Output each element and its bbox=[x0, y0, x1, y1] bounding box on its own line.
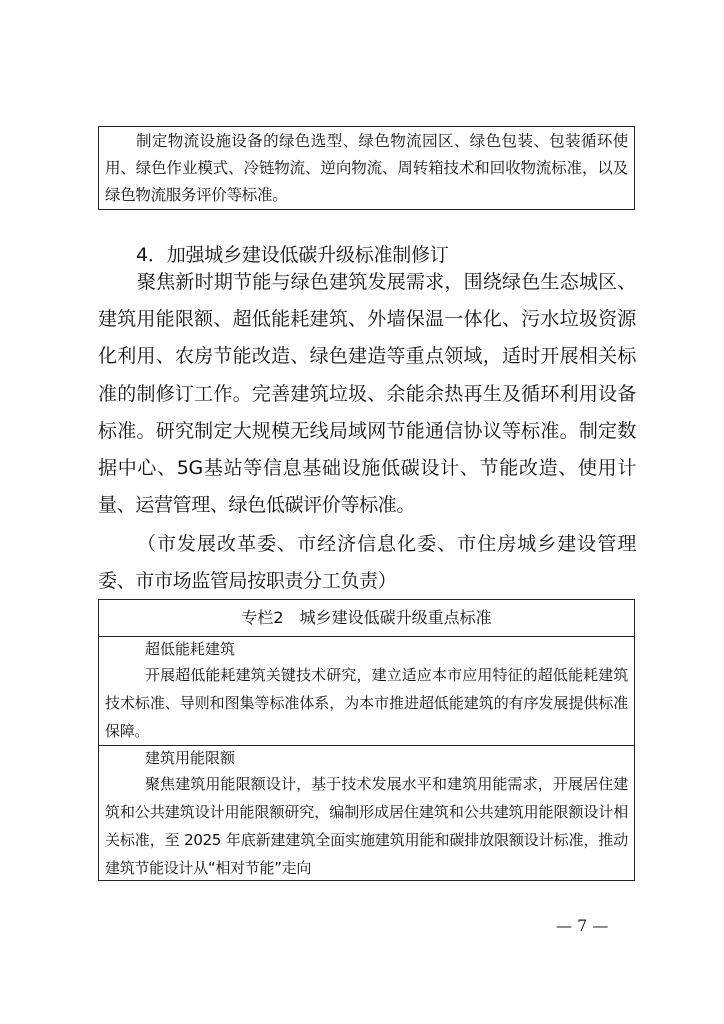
column-box bbox=[98, 599, 635, 881]
column-section-ultra-low-energy bbox=[99, 637, 634, 746]
logistics-standards-text: 制定物流设施设备的绿色选型、绿色物流园区、绿色包装、包装循环使用、绿色作业模式、冷链物流、逆向物流、周转箱技术和回收物流标准，以及绿色物流服务评价等标准。 bbox=[105, 132, 628, 204]
section-heading: 4．加强城乡建设低碳升级标准制修订 bbox=[136, 244, 449, 266]
column-title: 专栏2 城乡建设低碳升级重点标准 bbox=[99, 600, 634, 637]
column-section-subtitle: 建筑用能限额 bbox=[145, 749, 236, 767]
page-number: — 7 — bbox=[556, 916, 609, 935]
column-section-text: 聚焦建筑用能限额设计，基于技术发展水平和建筑用能需求，开展居住建筑和公共建筑设计用能限额研究，编制形成居住建筑和公共建筑用能限额设计相关标准，至 2025 年底新建建筑全面实施建筑用能和碳排放限额设计标准，推动建筑节能设计从“相对节能”走向 bbox=[105, 775, 628, 877]
column-section-text: 开展超低能耗建筑关键技术研究，建立适应本市应用特征的超低能耗建筑技术标准、导则和图集等标准体系，为本市推进超低能建筑的有序发展提供标准保障。 bbox=[105, 666, 628, 740]
responsible-departments: （市发展改革委、市经济信息化委、市住房城乡建设管理委、市市场监管局按职责分工负责） bbox=[98, 533, 636, 593]
section-paragraph: 聚焦新时期节能与绿色建筑发展需求，围绕绿色生态城区、建筑用能限额、超低能耗建筑、外墙保温一体化、污水垃圾资源化利用、农房节能改造、绿色建造等重点领域，适时开展相关标准的制修订工作。完善建筑垃圾、余能余热再生及循环利用设备标准。研究制定大规模无线局域网节能通信协议等标准。制定数据中心、5G基站等信息基础设施低碳设计、节能改造、使用计量、运营管理、绿色低碳评价等标准。 bbox=[98, 271, 636, 517]
logistics-standards-box bbox=[98, 126, 635, 210]
column-section-energy-quota bbox=[99, 746, 634, 882]
column-section-subtitle: 超低能耗建筑 bbox=[145, 640, 236, 658]
